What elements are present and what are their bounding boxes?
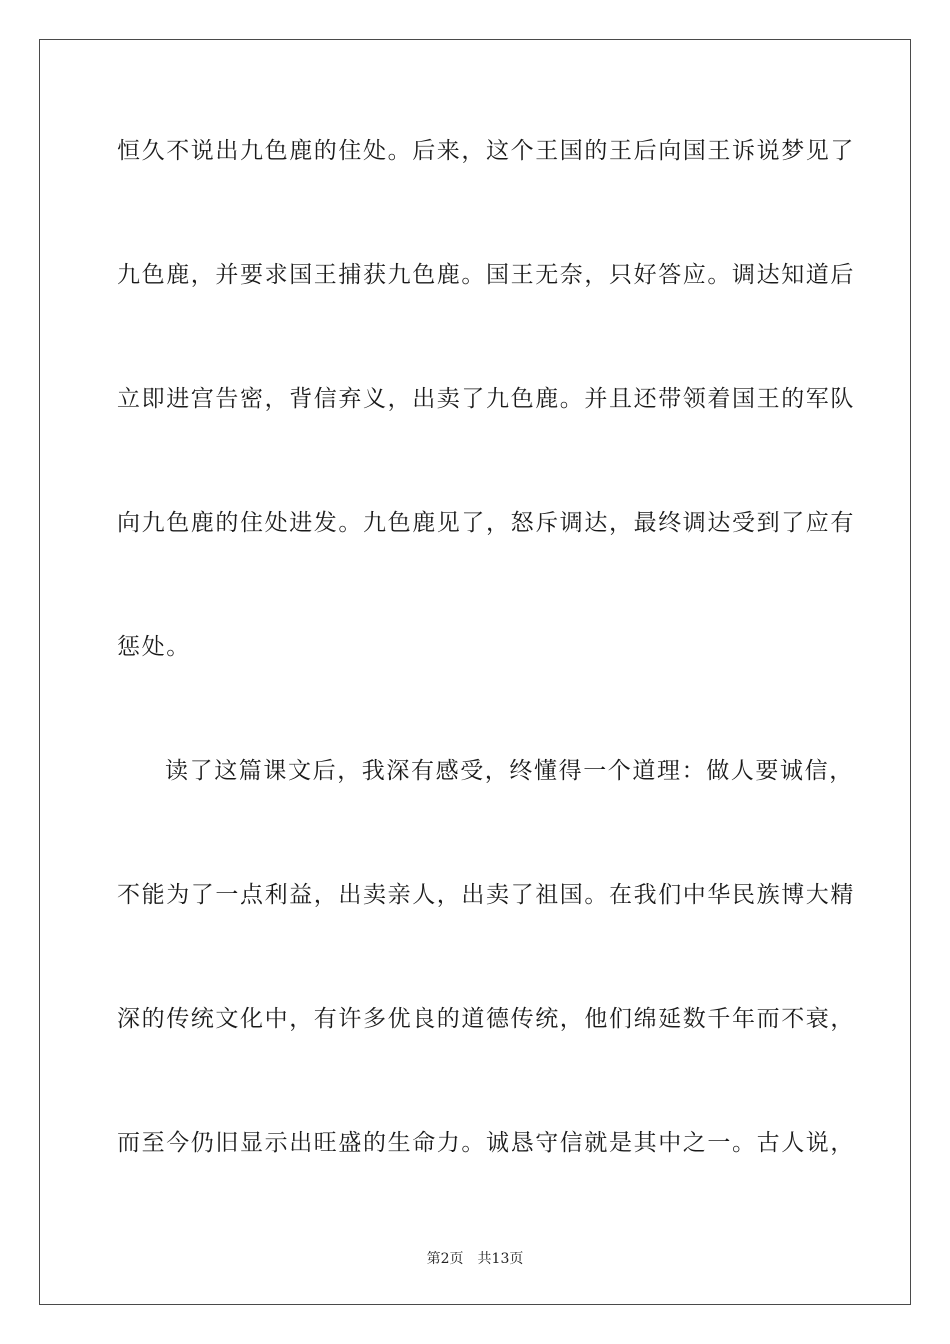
text-line: 恒久不说出九色鹿的住处。后来，这个王国的王后向国王诉说梦见了 <box>117 138 855 164</box>
text-line: 立即进宫告密，背信弃义，出卖了九色鹿。并且还带领着国王的军队 <box>117 386 855 412</box>
text-line: 而至今仍旧显示出旺盛的生命力。诚恳守信就是其中之一。古人说， <box>117 1130 855 1156</box>
paragraph-start-line: 读了这篇课文后，我深有感受，终懂得一个道理：做人要诚信， <box>165 758 854 784</box>
text-line: 深的传统文化中，有许多优良的道德传统，他们绵延数千年而不衰， <box>117 1006 855 1032</box>
text-line: 向九色鹿的住处进发。九色鹿见了，怒斥调达，最终调达受到了应有 <box>117 510 855 536</box>
text-line: 九色鹿，并要求国王捕获九色鹿。国王无奈，只好答应。调达知道后 <box>117 262 855 288</box>
text-line: 惩处。 <box>117 634 191 660</box>
page-number: 第2页 <box>426 1251 464 1267</box>
text-line: 不能为了一点利益，出卖亲人，出卖了祖国。在我们中华民族博大精 <box>117 882 855 908</box>
page-footer <box>0 1248 950 1268</box>
page-frame <box>39 39 911 1305</box>
page-total: 共13页 <box>477 1251 524 1267</box>
